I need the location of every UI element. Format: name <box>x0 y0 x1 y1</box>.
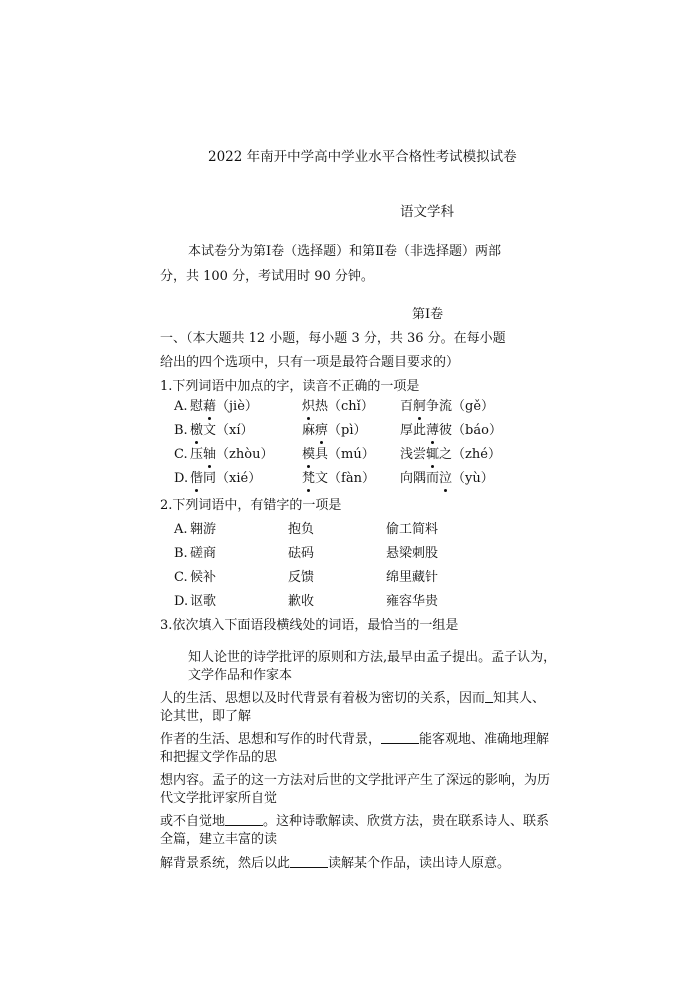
option-label: C. <box>174 570 188 585</box>
q1-b-item-1: 檄文（xí） <box>190 423 254 438</box>
dotted-char: 模 <box>302 447 316 462</box>
q2-c-word-1: 候补 <box>190 570 217 585</box>
q2-a-word-2: 抱负 <box>288 522 315 537</box>
fill-blank-3 <box>225 813 263 826</box>
dotted-char: 痹 <box>315 423 329 438</box>
fill-blank-1 <box>485 690 493 703</box>
q2-d-word-1: 讴歌 <box>190 594 217 609</box>
dotted-char: 偕 <box>190 471 204 486</box>
q1-c-item-3: 浅尝辄之（zhé） <box>400 447 501 462</box>
q3-passage-line: 文学作品和作家本 <box>188 668 293 683</box>
dotted-char: 藉 <box>203 399 217 414</box>
part1-instruction-1: 一、（本大题共 12 小题，每小题 3 分，共 36 分。在每小题 <box>160 331 506 346</box>
q3-passage-line: 和把握文学作品的思 <box>160 750 278 765</box>
q1-d-item-2: 梵文（fàn） <box>302 471 375 486</box>
q3-passage-line: 知人论世的诗学批评的原则和方法,最早由孟子提出。孟子认为， <box>188 650 557 665</box>
subject-title: 语文学科 <box>400 204 454 220</box>
dotted-char: 梵 <box>302 471 316 486</box>
q1-c-item-2: 模具（mú） <box>302 447 375 462</box>
intro-line-1: 本试卷分为第Ⅰ卷（选择题）和第Ⅱ卷（非选择题）两部 <box>188 244 501 259</box>
option-label: D. <box>174 471 189 486</box>
q3-passage-line: 作者的生活、思想和写作的时代背景， 能客观地、准确地理解 <box>160 732 550 747</box>
dotted-char: 炽 <box>302 399 316 414</box>
option-label: A. <box>174 399 188 414</box>
q2-b-word-2: 砝码 <box>288 546 315 561</box>
q2-a-word-3: 偷工简料 <box>386 522 439 537</box>
fill-blank-4 <box>290 855 328 868</box>
q1-b-item-3: 厚此薄彼（báo） <box>400 423 502 438</box>
q2-stem: 2.下列词语中，有错字的一项是 <box>160 498 342 513</box>
q2-d-word-3: 雍容华贵 <box>386 594 439 609</box>
dotted-char: 辄 <box>426 447 440 462</box>
q2-b-word-3: 悬梁刺股 <box>386 546 439 561</box>
option-label: B. <box>174 546 188 561</box>
q1-d-item-1: 偕同（xié） <box>190 471 262 486</box>
exam-title: 2022 年南开中学高中学业水平合格性考试模拟试卷 <box>208 149 517 165</box>
q1-a-item-3: 百舸争流（gě） <box>400 399 495 414</box>
part1-title: 第Ⅰ卷 <box>412 307 444 322</box>
intro-line-2: 分，共 100 分，考试用时 90 分钟。 <box>160 269 374 284</box>
q2-b-word-1: 磋商 <box>190 546 217 561</box>
q1-stem: 1.下列词语中加点的字，读音不正确的一项是 <box>160 379 420 394</box>
q1-a-item-1: 慰藉（jiè） <box>190 399 258 414</box>
dotted-char: 泣 <box>439 471 453 486</box>
q1-d-item-3: 向隅而泣（yù） <box>400 471 494 486</box>
q3-passage-line: 代文学批评家所自觉 <box>160 791 278 806</box>
q2-a-word-1: 翱游 <box>190 522 217 537</box>
dotted-char: 薄 <box>426 423 440 438</box>
q2-c-word-2: 反馈 <box>288 570 315 585</box>
q3-passage-line: 解背景系统，然后以此 读解某个作品，读出诗人原意。 <box>160 856 511 871</box>
q3-passage-line: 或不自觉地 。这种诗歌解读、欣赏方法，贵在联系诗人、联系 <box>160 814 550 829</box>
option-label: D. <box>174 594 189 609</box>
option-label: A. <box>174 522 188 537</box>
dotted-char: 檄 <box>190 423 204 438</box>
q3-passage-line: 全篇，建立丰富的读 <box>160 832 278 847</box>
q3-stem: 3.依次填入下面语段横线处的词语，最恰当的一组是 <box>160 618 459 633</box>
option-label: C. <box>174 447 188 462</box>
fill-blank-2 <box>381 731 419 744</box>
q1-c-item-1: 压轴（zhòu） <box>190 447 274 462</box>
q3-passage-line: 论其世，即了解 <box>160 709 252 724</box>
dotted-char: 轴 <box>203 447 217 462</box>
q2-d-word-2: 歉收 <box>288 594 315 609</box>
q3-passage-line: 人的生活、思想以及时代背景有着极为密切的关系，因而 知其人、 <box>160 691 546 706</box>
dotted-char: 舸 <box>413 399 427 414</box>
part1-instruction-2: 给出的四个选项中，只有一项是最符合题目要求的） <box>160 355 460 370</box>
q1-b-item-2: 麻痹（pì） <box>302 423 367 438</box>
q2-c-word-3: 绵里藏针 <box>386 570 439 585</box>
option-label: B. <box>174 423 188 438</box>
q1-a-item-2: 炽热（chǐ） <box>302 399 374 414</box>
q3-passage-line: 想内容。孟子的这一方法对后世的文学批评产生了深远的影响，为历 <box>160 773 551 788</box>
